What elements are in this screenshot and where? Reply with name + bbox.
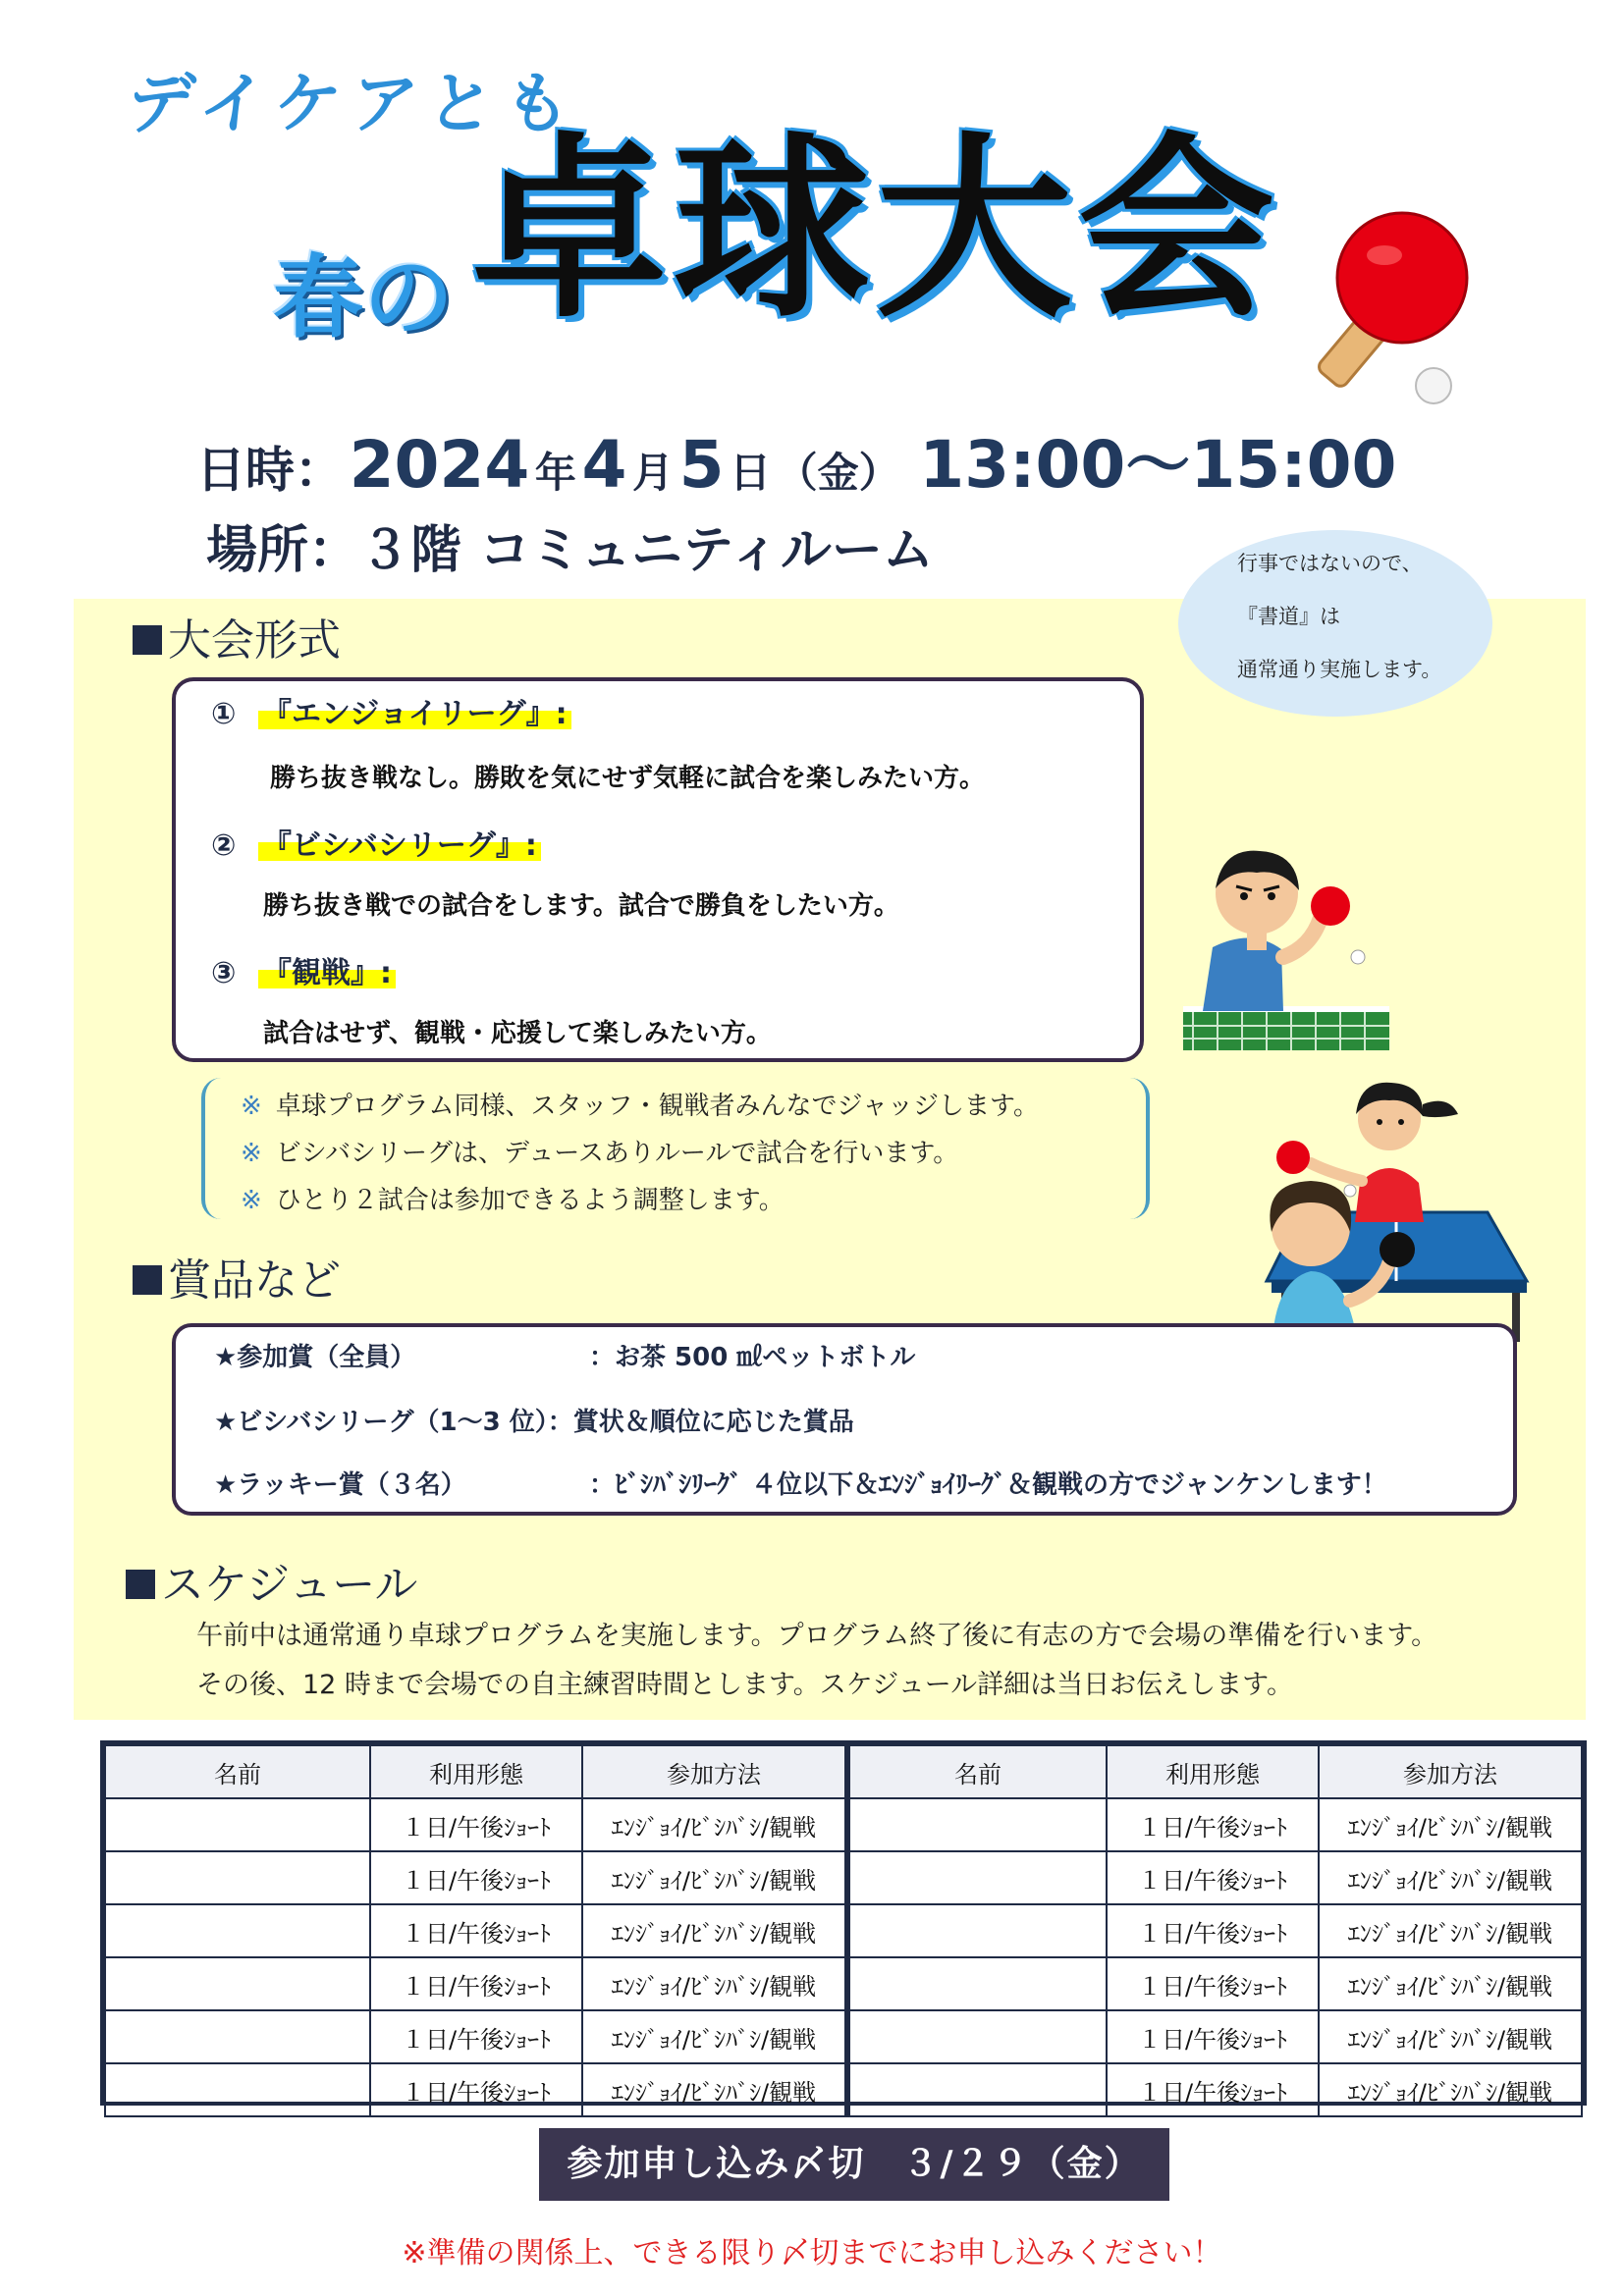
date-label: 日時： xyxy=(196,442,344,499)
table-row xyxy=(105,2010,1582,2063)
usage-cell: １日/午後ｼｮｰﾄ xyxy=(1107,1957,1319,2010)
usage-cell: １日/午後ｼｮｰﾄ xyxy=(1107,1798,1319,1851)
column-header: 参加方法 xyxy=(582,1745,847,1798)
format-item-desc: 勝ち抜き戦での試合をします。試合で勝負をしたい方。 xyxy=(263,891,899,921)
method-cell: ｴﾝｼﾞｮｲ/ﾋﾞｼﾊﾞｼ/観戦 xyxy=(582,1957,847,2010)
name-cell[interactable] xyxy=(847,2063,1107,2116)
format-box xyxy=(172,677,1144,1062)
name-cell[interactable] xyxy=(105,2063,370,2116)
column-header: 参加方法 xyxy=(1319,1745,1582,1798)
name-cell[interactable] xyxy=(847,1957,1107,2010)
notice-line: 行事ではないので、 xyxy=(1237,552,1423,575)
event-place: 場所：３階 コミュニティルーム xyxy=(206,521,934,580)
column-header: 名前 xyxy=(105,1745,370,1798)
note-item: ※ 卓球プログラム同様、スタッフ・観戦者みんなでジャッジします。 xyxy=(241,1092,1039,1121)
note-item: ※ ビシバシリーグは、デュースありルールで試合を行います。 xyxy=(241,1139,959,1168)
name-cell[interactable] xyxy=(105,1798,370,1851)
table-header-row xyxy=(105,1745,1582,1798)
format-heading: 大会形式 xyxy=(133,605,341,667)
prize-item: ★参加賞（全員） ：お茶 500 ㎖ペットボトル xyxy=(214,1343,916,1372)
usage-cell: １日/午後ｼｮｰﾄ xyxy=(1107,2010,1319,2063)
schedule-heading: スケジュール xyxy=(126,1549,417,1612)
name-cell[interactable] xyxy=(105,1904,370,1957)
method-cell: ｴﾝｼﾞｮｲ/ﾋﾞｼﾊﾞｼ/観戦 xyxy=(1319,1904,1582,1957)
name-cell[interactable] xyxy=(105,2010,370,2063)
usage-cell: １日/午後ｼｮｰﾄ xyxy=(370,2063,582,2116)
format-item-desc: 勝ち抜き戦なし。勝敗を気にせず気軽に試合を楽しみたい方。 xyxy=(270,764,986,793)
table-row xyxy=(105,1904,1582,1957)
event-date xyxy=(196,412,1396,506)
date-day-unit: 日 xyxy=(730,449,772,497)
schedule-text: 午前中は通常通り卓球プログラムを実施します。プログラム終了後に有志の方で会場の準備を行います。 xyxy=(196,1621,1438,1651)
method-cell: ｴﾝｼﾞｮｲ/ﾋﾞｼﾊﾞｼ/観戦 xyxy=(582,2010,847,2063)
usage-cell: １日/午後ｼｮｰﾄ xyxy=(1107,1851,1319,1904)
date-month: 4 xyxy=(581,427,627,503)
date-day: 5 xyxy=(678,427,725,503)
name-cell[interactable] xyxy=(847,2010,1107,2063)
format-item-title: ② 『ビシバシリーグ』: xyxy=(211,821,541,864)
ping-pong-paddle-icon xyxy=(1296,201,1492,407)
page-title: 卓球大会 xyxy=(471,116,1281,345)
name-cell[interactable] xyxy=(105,1851,370,1904)
format-item-title: ① 『エンジョイリーグ』: xyxy=(211,689,571,732)
prizes-heading: 賞品など xyxy=(133,1245,341,1308)
method-cell: ｴﾝｼﾞｮｲ/ﾋﾞｼﾊﾞｼ/観戦 xyxy=(1319,1851,1582,1904)
note-item: ※ ひとり２試合は参加できるよう調整します。 xyxy=(241,1186,785,1215)
event-time: 13:00～15:00 xyxy=(919,427,1397,503)
format-item-desc: 試合はせず、観戦・応援して楽しみたい方。 xyxy=(263,1019,772,1048)
method-cell: ｴﾝｼﾞｮｲ/ﾋﾞｼﾊﾞｼ/観戦 xyxy=(1319,2010,1582,2063)
table-row xyxy=(105,2063,1582,2116)
notice-bubble xyxy=(1178,530,1492,717)
schedule-text: その後、12 時まで会場での自主練習時間とします。スケジュール詳細は当日お伝えします。 xyxy=(196,1670,1293,1700)
table-row xyxy=(105,1957,1582,2010)
usage-cell: １日/午後ｼｮｰﾄ xyxy=(370,2010,582,2063)
usage-cell: １日/午後ｼｮｰﾄ xyxy=(370,1957,582,2010)
method-cell: ｴﾝｼﾞｮｲ/ﾋﾞｼﾊﾞｼ/観戦 xyxy=(1319,1798,1582,1851)
usage-cell: １日/午後ｼｮｰﾄ xyxy=(1107,1904,1319,1957)
warning-text: ※準備の関係上、できる限り〆切までにお申し込みください！ xyxy=(402,2236,1222,2270)
name-cell[interactable] xyxy=(847,1851,1107,1904)
method-cell: ｴﾝｼﾞｮｲ/ﾋﾞｼﾊﾞｼ/観戦 xyxy=(1319,2063,1582,2116)
method-cell: ｴﾝｼﾞｮｲ/ﾋﾞｼﾊﾞｼ/観戦 xyxy=(1319,1957,1582,2010)
date-year-unit: 年 xyxy=(534,449,576,497)
column-header: 利用形態 xyxy=(370,1745,582,1798)
usage-cell: １日/午後ｼｮｰﾄ xyxy=(1107,2063,1319,2116)
table-row xyxy=(105,1798,1582,1851)
method-cell: ｴﾝｼﾞｮｲ/ﾋﾞｼﾊﾞｼ/観戦 xyxy=(582,1798,847,1851)
prize-item: ★ラッキー賞（３名） ：ﾋﾞｼﾊﾞｼﾘｰｸﾞ ４位以下＆ｴﾝｼﾞｮｲﾘｰｸﾞ＆観戦の方でジャンケンします！ xyxy=(214,1470,1387,1500)
deadline-banner: 参加申し込み〆切 ３/２９（金） xyxy=(539,2128,1169,2201)
method-cell: ｴﾝｼﾞｮｲ/ﾋﾞｼﾊﾞｼ/観戦 xyxy=(582,1904,847,1957)
notice-line: 『書道』は xyxy=(1237,605,1340,628)
method-cell: ｴﾝｼﾞｮｲ/ﾋﾞｼﾊﾞｼ/観戦 xyxy=(582,2063,847,2116)
name-cell[interactable] xyxy=(847,1798,1107,1851)
date-year: 2024 xyxy=(349,427,530,503)
column-header: 利用形態 xyxy=(1107,1745,1319,1798)
date-weekday: （金） xyxy=(776,449,900,497)
format-item-title: ③ 『観戦』: xyxy=(211,948,396,991)
usage-cell: １日/午後ｼｮｰﾄ xyxy=(370,1904,582,1957)
usage-cell: １日/午後ｼｮｰﾄ xyxy=(370,1851,582,1904)
name-cell[interactable] xyxy=(105,1957,370,2010)
name-cell[interactable] xyxy=(847,1904,1107,1957)
registration-table xyxy=(100,1740,1587,2106)
column-header: 名前 xyxy=(847,1745,1107,1798)
boy-playing-illustration xyxy=(1173,839,1399,1060)
method-cell: ｴﾝｼﾞｮｲ/ﾋﾞｼﾊﾞｼ/観戦 xyxy=(582,1851,847,1904)
subtitle: デイケアとも xyxy=(123,66,585,143)
table-row xyxy=(105,1851,1582,1904)
title-prefix: 春の xyxy=(273,245,455,350)
notice-line: 通常通り実施します。 xyxy=(1237,658,1442,681)
prize-item: ★ビシバシリーグ（1～3 位）：賞状＆順位に応じた賞品 xyxy=(214,1408,854,1437)
date-month-unit: 月 xyxy=(631,449,674,497)
usage-cell: １日/午後ｼｮｰﾄ xyxy=(370,1798,582,1851)
